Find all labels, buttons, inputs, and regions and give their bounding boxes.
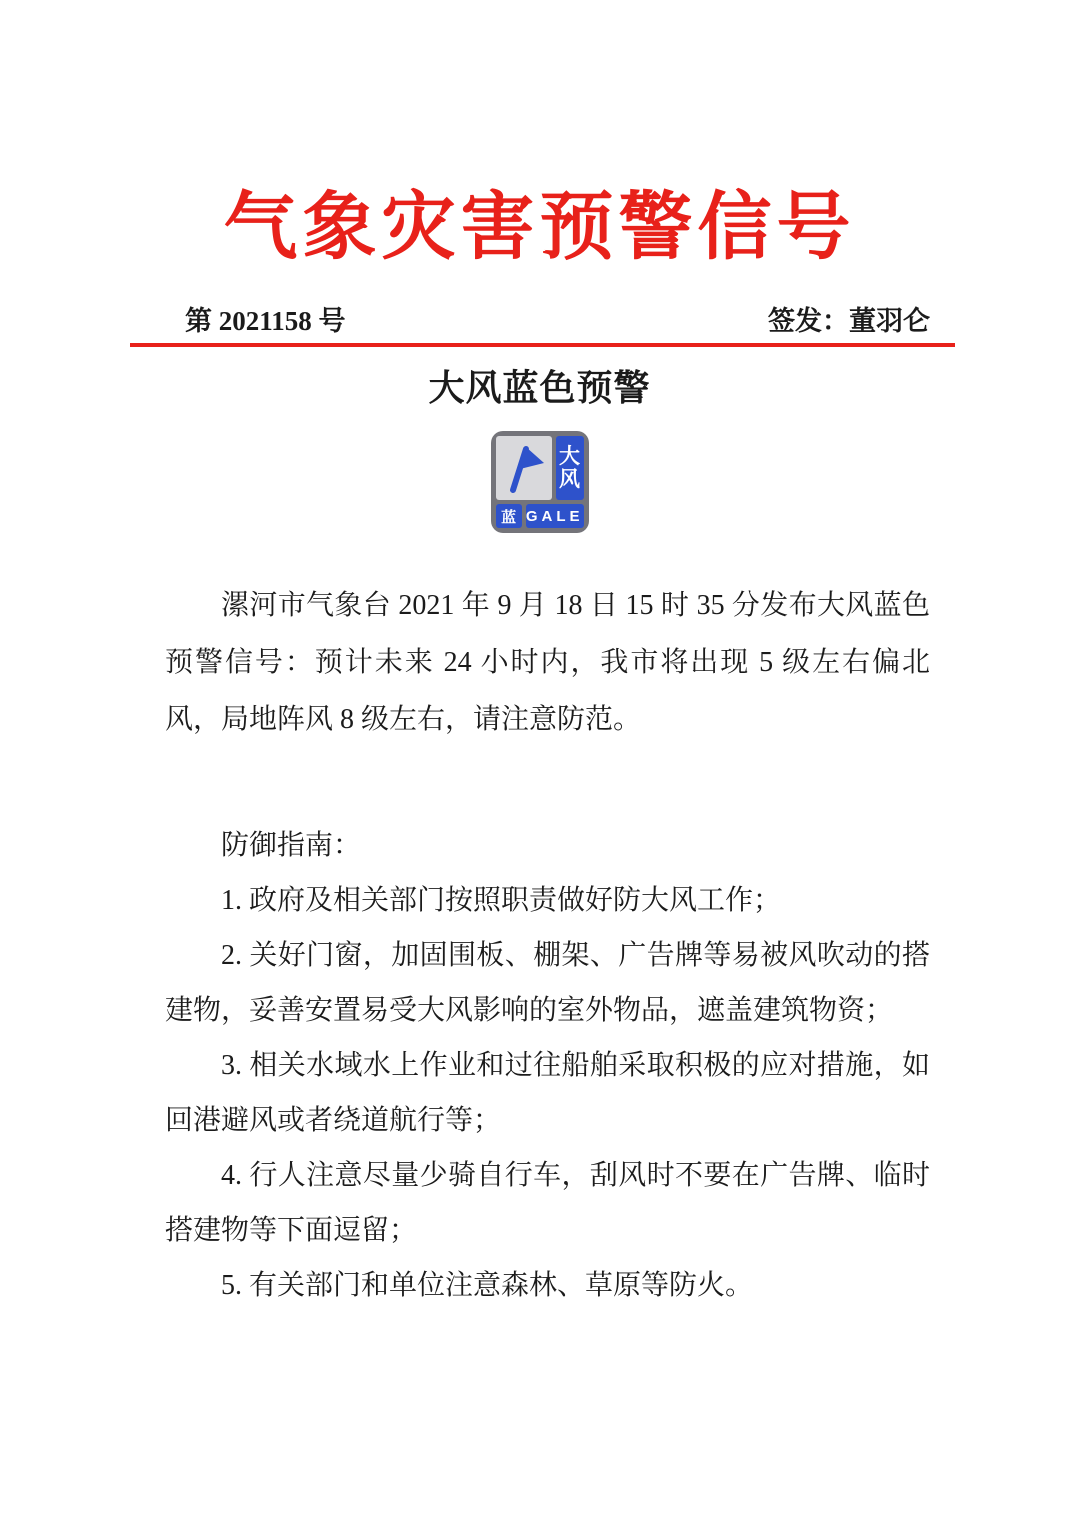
warning-subtitle: 大风蓝色预警: [428, 368, 651, 409]
gale-char-da: 大: [559, 445, 580, 469]
warning-intro-paragraph: 漯河市气象台 2021 年 9 月 18 日 15 时 35 分发布大风蓝色预警信号：预计未来 24 小时内，我市将出现 5 级左右偏北风，局地阵风 8 级左右，请注意防范。: [165, 590, 930, 736]
blue-level-label: 蓝: [496, 504, 522, 528]
gale-english-label: GALE: [526, 504, 584, 528]
guideline-item: 2. 关好门窗，加固围板、棚架、广告牌等易被风吹动的搭建物，妥善安置易受大风影响的室外物品，遮盖建筑物资；: [165, 940, 930, 1027]
defense-guidelines-section: [165, 818, 930, 1313]
document-header-row: [185, 299, 930, 338]
red-divider-rule: [130, 343, 955, 347]
gale-chinese-label: [556, 436, 584, 500]
document-title: 气象灾害预警信号: [223, 185, 856, 268]
gale-blue-warning-icon: [491, 431, 589, 533]
guideline-item: 4. 行人注意尽量少骑自行车，刮风时不要在广告牌、临时搭建物等下面逗留；: [165, 1160, 930, 1247]
warning-icon-top-row: [496, 436, 584, 500]
gale-char-feng: 风: [559, 468, 580, 492]
warning-icon-bottom-row: [496, 504, 584, 528]
guideline-item: 1. 政府及相关部门按照职责做好防大风工作；: [221, 885, 782, 917]
guidelines-heading: 防御指南：: [221, 830, 362, 862]
wind-flag-icon: [496, 436, 552, 500]
issuer-signature: 签发：董羽仑: [768, 306, 930, 337]
guideline-item: 5. 有关部门和单位注意森林、草原等防火。: [221, 1270, 754, 1302]
guideline-item: 3. 相关水域水上作业和过往船舶采取积极的应对措施，如回港避风或者绕道航行等；: [165, 1050, 930, 1137]
document-number: 第 2021158 号: [185, 306, 346, 337]
document-body: [165, 577, 930, 1313]
warning-icon-row: [0, 431, 1079, 533]
